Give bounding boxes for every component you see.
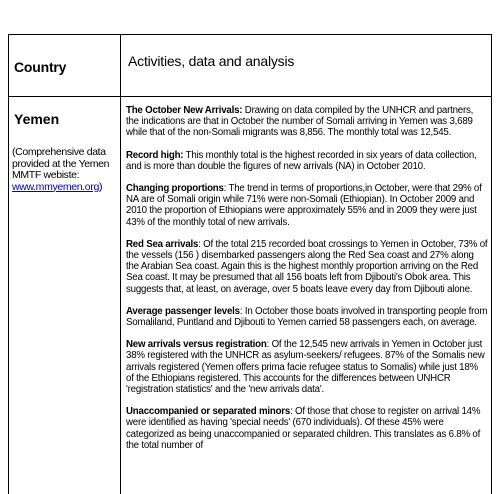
paragraph-minors [126, 406, 488, 451]
country-name: Yemen [14, 111, 60, 127]
header-country: Country [14, 59, 67, 75]
paragraph-title: New arrivals versus registration [126, 339, 267, 351]
header-activities: Activities, data and analysis [128, 53, 295, 69]
paragraph-text: : In October those boats involved in transporting people from Somaliland, Puntland and Djibouti to Yemen carried 58 passengers each, on average. [126, 305, 488, 329]
paragraph-text: : Of those that chose to register on arrival 14% were identified as having 'special needs' (670 individuals). Of these 45% were categorized as being unaccompanied or separated children. This translates as 6.8% of the total number of [126, 406, 481, 451]
paragraph-title: Record high: [126, 149, 184, 161]
paragraph-new-arrivals [126, 105, 488, 139]
paragraph-text: Drawing on data compiled by the UNHCR and partners, the indications are that in October the number of Somali arriving in Yemen was 3,689 while that of the non-Somali migrants was 8,856. The monthly total was 12,545. [126, 105, 474, 139]
paragraph-text: : The trend in terms of proportions,in October, were that 29% of NA are of Somali origin while 71% were non-Somali (Ethiopian). In October 2009 and 2010 the proportion of Ethiopians were approximately 55% and in 2009 they were just 43% of the monthly total of new arrivals. [126, 183, 482, 228]
paragraph-title: Unaccompanied or separated minors [126, 406, 291, 418]
paragraph-record-high [126, 150, 488, 172]
paragraph-registration [126, 339, 488, 395]
paragraph-title: Red Sea arrivals [126, 238, 199, 250]
paragraph-changing-proportions [126, 183, 488, 228]
country-note [12, 147, 120, 193]
paragraph-text: : Of the total 215 recorded boat crossings to Yemen in October, 73% of the vessels (156 ) disembarked passengers along the Red Sea coast and 27% along the Arabian Sea coast. Again this is the highest monthly proportion arriving on the Red Sea coast. It may be presumed that all 156 boats left from Djibouti's Obok area. This suggests that, at least, on average, over 5 boats leave every day from Djibouti alone. [126, 238, 488, 295]
mmtf-website-link[interactable]: www.mmyemen.org [12, 180, 99, 193]
header-divider [8, 96, 492, 97]
country-note-close: ) [98, 180, 103, 193]
paragraph-average-passengers [126, 306, 488, 328]
country-note-text: (Comprehensive data provided at the Yemen MMTF webiste: [12, 146, 110, 181]
activities-content [126, 105, 488, 462]
paragraph-title: Changing proportions [126, 183, 224, 195]
paragraph-title: Average passenger levels [126, 305, 240, 317]
paragraph-red-sea-arrivals [126, 239, 488, 295]
paragraph-title: The October New Arrivals: [126, 105, 243, 116]
paragraph-text: : Of the 12,545 new arrivals in Yemen in October just 38% registered with the UNHCR as asylum-seekers/ refugees. 87% of the Somalis new arrivals registered (Yemen offers prima facie refugee status to Somalis) while just 18% of the Ethiopians registered. This accounts for the differences between UNHCR 'registration statistics' and the 'new arrivals data'. [126, 339, 485, 396]
column-divider [120, 34, 121, 494]
table-top-border [8, 34, 492, 35]
paragraph-text: This monthly total is the highest recorded in six years of data collection, and is more than double the figures of new arrivals (NA) in October 2010. [126, 149, 477, 172]
